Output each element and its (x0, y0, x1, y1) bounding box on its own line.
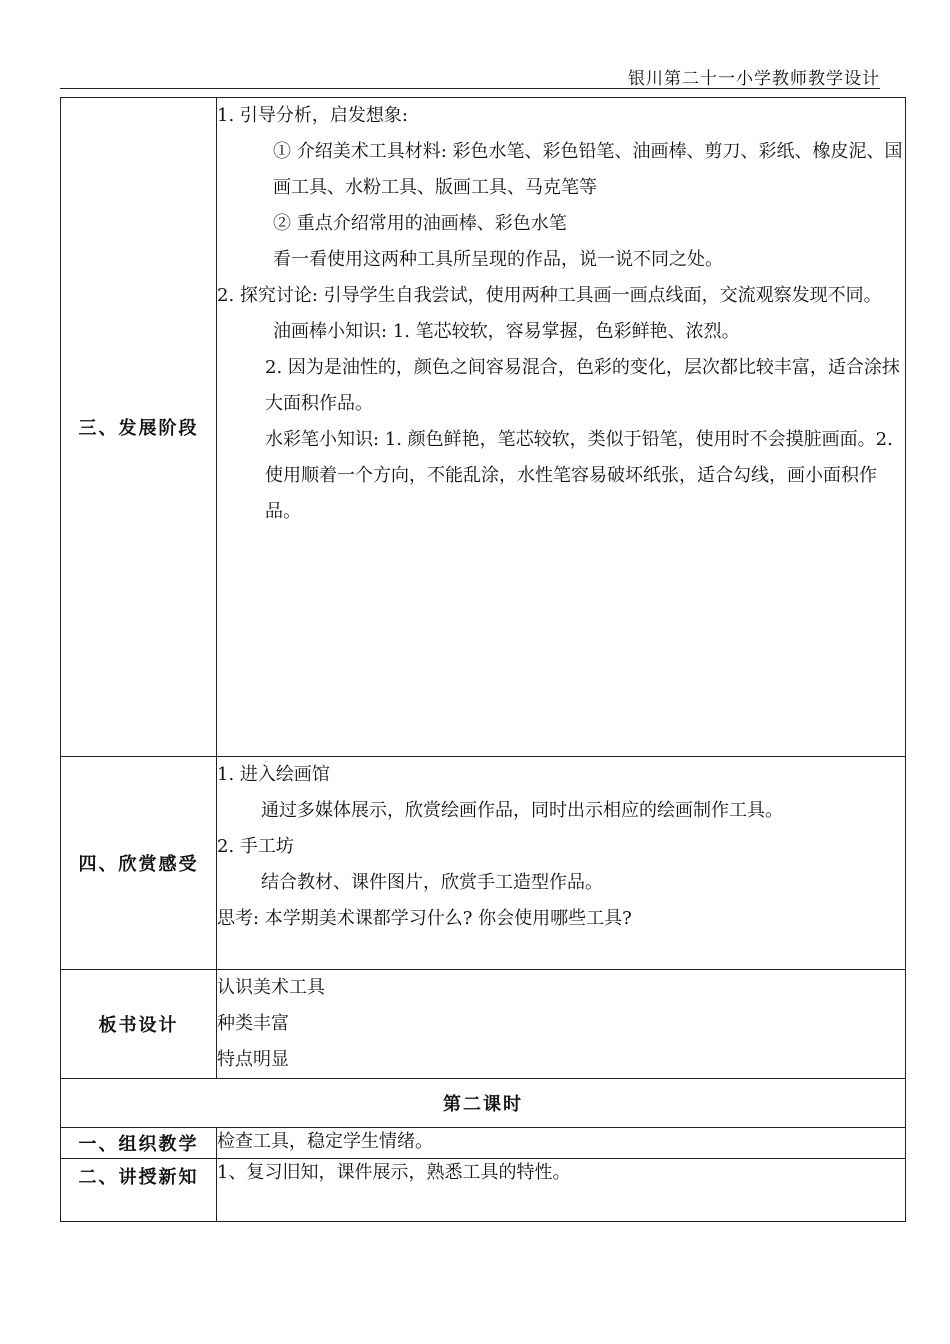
stage3-line: 2. 探究讨论: 引导学生自我尝试，使用两种工具画一画点线面，交流观察发现不同。 (217, 285, 882, 306)
stage3-content (217, 98, 906, 757)
stage4-line: 思考: 本学期美术课都学习什么? 你会使用哪些工具? (217, 908, 632, 929)
organize-row (61, 1128, 906, 1159)
organize-label: 一、组织教学 (61, 1128, 217, 1159)
organize-text: 检查工具，稳定学生情绪。 (217, 1128, 906, 1159)
board-content (217, 970, 906, 1079)
stage4-line: 1. 进入绘画馆 (217, 764, 330, 785)
stage3-line: 1. 引导分析，启发想象: (217, 105, 408, 126)
stage3-row (61, 98, 906, 757)
stage3-line: 2. 因为是油性的，颜色之间容易混合，色彩的变化，层次都比较丰富，适合涂抹大面积作品。 (265, 357, 900, 414)
stage3-line: ② 重点介绍常用的油画棒、彩色水笔 (273, 213, 567, 234)
lesson2-row (61, 1079, 906, 1128)
board-row (61, 970, 906, 1079)
board-line: 认识美术工具 (217, 977, 325, 998)
board-line: 特点明显 (217, 1049, 289, 1070)
teach-label: 二、讲授新知 (61, 1159, 217, 1222)
stage4-label: 四、欣赏感受 (61, 757, 217, 970)
stage3-line: ① 介绍美术工具材料: 彩色水笔、彩色铅笔、油画棒、剪刀、彩纸、橡皮泥、国画工具、水粉工具、版画工具、马克笔等 (273, 141, 903, 198)
stage3-line: 水彩笔小知识: 1. 颜色鲜艳，笔芯较软，类似于铅笔，使用时不会摸脏画面。2. 使用顺着一个方向，不能乱涂，水性笔容易破坏纸张，适合勾线，画小面积作品。 (265, 429, 893, 522)
page-header (60, 62, 880, 89)
lesson2-title: 第二课时 (61, 1079, 906, 1128)
stage4-content (217, 757, 906, 970)
stage3-line: 看一看使用这两种工具所呈现的作品，说一说不同之处。 (273, 249, 723, 270)
lesson-plan-table (60, 97, 906, 1222)
board-line: 种类丰富 (217, 1013, 289, 1034)
board-label: 板书设计 (61, 970, 217, 1079)
stage3-label: 三、发展阶段 (61, 98, 217, 757)
stage4-line: 2. 手工坊 (217, 836, 294, 857)
stage4-line: 通过多媒体展示，欣赏绘画作品，同时出示相应的绘画制作工具。 (261, 800, 783, 821)
school-title: 银川第二十一小学教师教学设计 (628, 69, 880, 89)
teach-row (61, 1159, 906, 1222)
stage4-line: 结合教材、课件图片，欣赏手工造型作品。 (261, 872, 603, 893)
stage3-line: 油画棒小知识: 1. 笔芯较软，容易掌握，色彩鲜艳、浓烈。 (273, 321, 740, 342)
teach-text: 1、复习旧知，课件展示，熟悉工具的特性。 (217, 1159, 906, 1222)
stage4-row (61, 757, 906, 970)
